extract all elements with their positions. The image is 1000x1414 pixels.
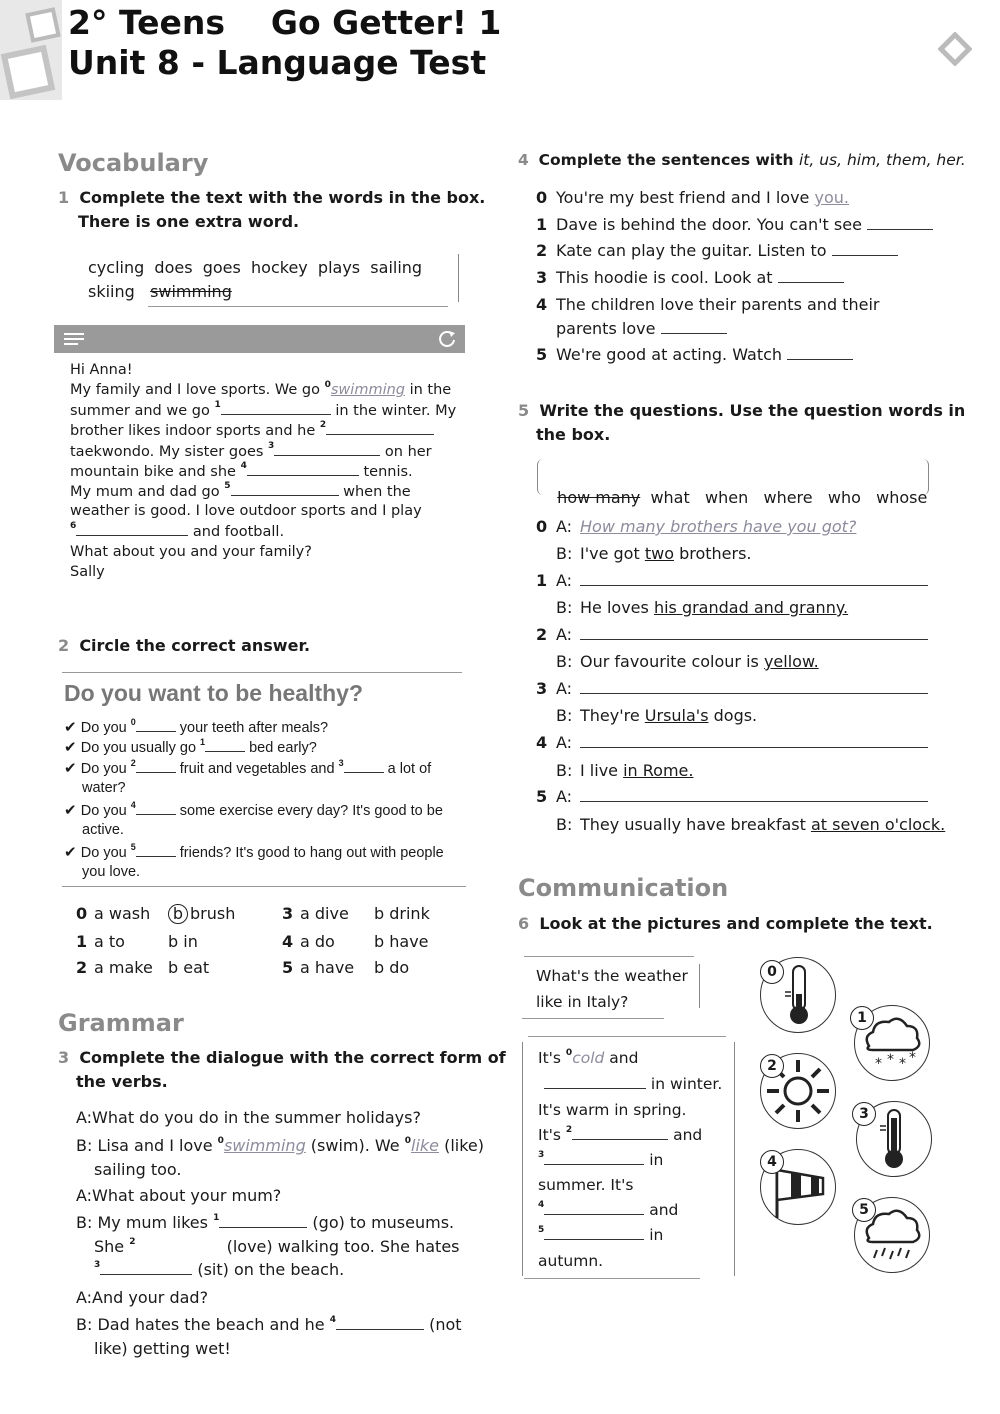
ex3-instruction-line2: the verbs. [76,1072,168,1091]
question-text: a lot of [383,761,432,777]
ex4-sentence-0 [536,188,849,208]
example-answer-2: like [411,1136,439,1155]
ex2-instruction-text: Circle the correct answer. [79,636,311,655]
weather-text-1 [538,1048,638,1068]
gap-3-input[interactable] [274,441,380,456]
gap-number-4: 4 [538,1200,545,1210]
question-box-bottom [522,1018,664,1019]
dialogue-line-3: sailing too. [94,1160,182,1179]
ex5-answer-3 [556,706,757,726]
option-row-4 [282,932,429,952]
sentence-text: Dave is behind the door. You can't see [556,215,867,234]
letter-line-1: Hi Anna! [70,362,133,378]
answer-text: I've got [580,544,645,563]
svg-text:*: * [899,1056,906,1072]
ex5-question-2 [536,625,928,645]
verb-gap-2-input[interactable] [136,1237,222,1252]
letter-text: tennis. [358,464,413,480]
weather-text-5 [538,1150,663,1170]
letter-line-4 [70,420,434,441]
letter-text: My family and I love sports. We go [70,382,325,398]
option-a[interactable]: a do [300,932,335,951]
option-a[interactable]: a have [300,958,355,977]
option-a[interactable]: a dive [300,904,349,923]
option-number: 2 [76,958,88,977]
option-row-2 [76,958,209,978]
ex1-instruction-line1: Complete the text with the words in the box. [79,188,486,207]
option-number: 0 [76,904,88,923]
speaker-a: A: [556,787,573,806]
gap-number: 4 [130,800,136,810]
question-text: friends? It's good to hang out with people [175,845,444,861]
gap-number-6: 6 [70,521,77,531]
gap-number-0: 0 [324,380,331,390]
letter-line-10: What about you and your family? [70,544,312,560]
word-box-line1: cycling does goes hockey plays sailing [88,258,423,277]
svg-text:*: * [909,1050,916,1066]
gap-input[interactable] [136,842,176,857]
question-text: Do you [80,761,131,777]
speaker-b: B: [556,544,573,563]
dialogue-text: (not [424,1315,462,1334]
ex3-instruction-line1: Complete the dialogue with the correct form of [79,1048,506,1067]
pronoun-input[interactable] [778,268,844,283]
ex5-instruction-line2: the box. [536,425,611,444]
pronoun-input[interactable] [867,215,933,230]
ex5-question-0 [536,517,856,537]
example-answer: swimming [330,382,405,398]
answer-text: They usually have breakfast [580,815,811,834]
ex4-sentence-1 [536,215,933,235]
gap-number-0: 0 [565,1048,573,1058]
sentence-number: 5 [536,345,548,364]
question-input[interactable] [580,787,928,802]
dialogue-text: B: Dad hates the beach and he [76,1315,330,1334]
letter-line-5 [70,441,432,462]
letter-line-7 [70,481,411,502]
gap-number: 0 [130,717,136,727]
ex5-answer-1 [556,598,848,618]
health-question-3 [64,800,443,821]
gap-number: 1 [200,737,206,747]
question-box-right [699,964,700,1008]
weather-text-4 [538,1125,702,1145]
health-question-2-cont: water? [82,780,126,796]
ex5-answer-0 [556,544,752,564]
title-line-1: 2° Teens Go Getter! 1 [68,3,502,42]
answer-box-top [528,1036,726,1037]
example-answer: cold [572,1049,605,1067]
gap-input[interactable] [136,758,176,773]
speaker-a: A: [556,679,573,698]
pronoun-input[interactable] [832,241,898,256]
gap-number-3: 3 [268,441,275,451]
example-answer: you. [814,188,849,207]
letter-text: when the [338,484,411,500]
article-bottom-rule [62,886,466,887]
gap-2-input[interactable] [326,420,434,435]
gap-number-4: 4 [329,1315,336,1325]
question-box-top [524,956,694,957]
gap-number: 2 [130,758,136,768]
question-text: Do you [80,845,131,861]
example-question: How many brothers have you got? [580,517,857,536]
letter-line-8: weather is good. I love outdoor sports and I play [70,503,422,519]
dialogue-line-2 [76,1136,484,1156]
dialogue-line-6 [94,1237,460,1257]
dialogue-line-1: A:What do you do in the summer holidays? [76,1108,421,1127]
verb-gap-3-input[interactable] [100,1260,192,1275]
svg-text:*: * [875,1056,882,1072]
weather-text: and [668,1126,703,1144]
refresh-icon [438,330,456,348]
speaker-a: A: [556,571,573,590]
health-question-3-cont: active. [82,822,124,838]
answer-text: Our favourite colour is [580,652,764,671]
gap-number-2: 2 [319,420,327,430]
corner-shapes-icon [0,0,62,100]
dialogue-text: (love) walking too. She hates [221,1237,460,1256]
dialogue-text: (go) to museums. [307,1213,455,1232]
ex4-sentence-4-cont [556,319,727,339]
gap-4-input[interactable] [247,461,359,476]
ex5-question-1 [536,571,928,591]
word-skiing: skiing [88,282,135,301]
question-input[interactable] [580,625,928,640]
circled-letter: b [168,904,188,924]
question-text: some exercise every day? It's good to be [175,803,443,819]
checkmark-icon: ✔ [64,719,81,736]
ex6-instruction [518,914,933,934]
health-question-0 [64,717,328,738]
gap-number: 5 [130,842,136,852]
question-number: 4 [536,733,548,752]
speaker-b: B: [556,761,573,780]
ex5-answer-5 [556,815,945,835]
weather-text-2 [544,1074,722,1094]
letter-line-9 [70,521,284,542]
ex2-number: 2 [58,636,70,655]
letter-line-3 [70,400,456,421]
answer-text: dogs. [708,706,758,725]
option-a[interactable]: a wash [94,904,151,923]
article-top-rule [62,672,462,673]
word-swimming: swimming [150,282,232,301]
health-question-4 [64,842,444,863]
option-b[interactable]: b do [374,958,410,977]
picture-number-0: 0 [760,960,784,984]
picture-number-1: 1 [850,1006,874,1030]
gap-input[interactable] [136,717,176,732]
dialogue-line-5 [76,1213,454,1233]
sentence-number: 1 [536,215,548,234]
ex1-number: 1 [58,188,70,207]
dialogue-text: B: My mum likes [76,1213,214,1232]
gap-5-input[interactable] [231,481,339,496]
weather-text: and [604,1049,639,1067]
weather-text: in [644,1226,664,1244]
article-title: Do you want to be healthy? [64,680,364,706]
letter-line-6 [70,461,413,482]
gap-number-3: 3 [94,1260,101,1270]
sentence-number: 0 [536,188,548,207]
ex6-number: 6 [518,914,530,933]
weather-text-3: It's warm in spring. [538,1101,687,1119]
answer-underlined: his grandad and granny. [653,598,849,617]
question-number: 3 [536,679,548,698]
ex5-question-5 [536,787,928,807]
question-words [547,468,927,508]
weather-gap-4-input[interactable] [544,1200,644,1215]
option-b[interactable]: b in [168,932,198,951]
gap-input[interactable] [344,758,384,773]
question-number: 0 [536,517,548,536]
answer-box-bottom [524,1278,700,1279]
weather-text: in [644,1151,664,1169]
ex5-answer-2 [556,652,819,672]
letter-text: in the winter. My [330,403,457,419]
question-input[interactable] [580,733,928,748]
answer-underlined: in Rome. [623,761,694,780]
answer-text: I live [580,761,624,780]
dialogue-line-4: A:What about your mum? [76,1186,282,1205]
picture-number-3: 3 [852,1102,876,1126]
health-question-1 [64,737,317,758]
word-how-many: how many [557,488,641,507]
option-a[interactable]: a to [94,932,125,951]
weather-text: in winter. [646,1075,723,1093]
ex5-question-3 [536,679,928,699]
sentence-text: parents love [556,319,661,338]
speaker-a: A: [556,733,573,752]
letter-text: and football. [188,524,285,540]
gap-number-3: 3 [538,1150,545,1160]
dialogue-text: (sit) on the beach. [192,1260,345,1279]
weather-text: It's [538,1126,566,1144]
picture-number-5: 5 [852,1198,876,1222]
answer-box-left [522,1042,523,1276]
gap-number-2: 2 [565,1125,573,1135]
weather-text-9: autumn. [538,1252,604,1270]
question-text: Do you [80,803,131,819]
ex4-sentence-5 [536,345,853,365]
option-row-1 [76,932,198,952]
dialogue-line-9 [76,1315,462,1335]
question-number: 5 [536,787,548,806]
pronoun-input[interactable] [661,319,727,334]
ex6-instruction-text: Look at the pictures and complete the text. [539,914,933,933]
ex3-number: 3 [58,1048,70,1067]
question-input[interactable] [580,571,928,586]
title-line-2: Unit 8 - Language Test [68,43,487,82]
sentence-text: This hoodie is cool. Look at [556,268,778,287]
ex1-instruction [58,188,485,208]
question-text: fruit and vegetables and [175,761,339,777]
picture-number-4: 4 [760,1150,784,1174]
speaker-b: B: [556,706,573,725]
ex5-question-4 [536,733,928,753]
option-row-5 [282,958,409,978]
option-row-3 [282,904,430,924]
question-number: 1 [536,571,548,590]
sentence-number: 3 [536,268,548,287]
pronoun-input[interactable] [787,345,853,360]
ex3-instruction [58,1048,506,1068]
ex4-sentence-3 [536,268,844,288]
example-answer-1: swimming [223,1136,306,1155]
ex2-instruction [58,636,310,656]
health-question-4-cont: you love. [82,864,141,880]
checkmark-icon: ✔ [64,802,81,819]
option-b[interactable]: b eat [168,958,210,977]
option-b-circled[interactable] [168,904,235,923]
sentence-text: We're good at acting. Watch [556,345,788,364]
word-box-line2 [88,282,232,302]
weather-gap-2-input[interactable] [572,1125,668,1140]
vocabulary-heading: Vocabulary [58,149,209,177]
ex1-instruction-line2: There is one extra word. [78,212,300,231]
letter-text: brother likes indoor sports and he [70,423,320,439]
letter-line-2 [70,380,451,400]
word-box-border [458,254,459,302]
checkmark-icon: ✔ [64,844,81,861]
sentence-text: Kate can play the guitar. Listen to [556,241,832,260]
letter-text: in the [405,382,452,398]
option-b-text: brush [190,904,236,923]
other-question-words: what when where who whose [640,488,928,507]
checkmark-icon: ✔ [64,760,81,777]
answer-text: They're [580,706,645,725]
option-b[interactable]: b have [374,932,429,951]
menu-icon [64,331,84,347]
letter-text: taekwondo. My sister goes [70,444,269,460]
letter-text: mountain bike and she [70,464,241,480]
answer-text: He loves [580,598,654,617]
verb-gap-4-input[interactable] [336,1315,424,1330]
weather-text-6: summer. It's [538,1176,634,1194]
gap-number: 3 [338,758,344,768]
speaker-a: A: [556,625,573,644]
weather-text: It's [538,1049,566,1067]
letter-text: My mum and dad go [70,484,225,500]
speaker-a: A: [556,517,573,536]
communication-heading: Communication [518,874,729,902]
gap-number-1: 1 [213,1213,220,1223]
option-number: 1 [76,932,88,951]
ex4-sentence-2 [536,241,898,261]
weather-gap-5-input[interactable] [544,1225,644,1240]
letter-line-11: Sally [70,564,105,580]
gap-number-0b: 0 [404,1136,411,1146]
answer-underlined: two [644,544,674,563]
dialogue-line-8: A:And your dad? [76,1288,209,1307]
checkmark-icon: ✔ [64,739,81,756]
option-row-0 [76,904,235,924]
sentence-text: The children love their parents and their [556,295,880,314]
weather-question-line2: like in Italy? [536,993,629,1011]
gap-number-1: 1 [214,400,221,410]
question-text: bed early? [245,740,317,756]
option-number: 5 [282,958,294,977]
question-text: your teeth after meals? [175,720,329,736]
option-number: 4 [282,932,294,951]
grammar-heading: Grammar [58,1009,184,1037]
gap-number-0: 0 [217,1136,224,1146]
speaker-b: B: [556,652,573,671]
dialogue-text: B: Lisa and I love [76,1136,218,1155]
option-number: 3 [282,904,294,923]
gap-1-input[interactable] [221,400,331,415]
dialogue-line-10: like) getting wet! [94,1339,231,1358]
weather-text: and [644,1201,679,1219]
ex5-instruction [518,401,965,421]
gap-input[interactable] [205,737,245,752]
gap-number-2: 2 [129,1237,136,1247]
weather-text-8 [538,1225,663,1245]
dialogue-text: (swim). We [305,1136,405,1155]
speaker-b: B: [556,598,573,617]
word-box-bottom [148,306,448,307]
speaker-b: B: [556,815,573,834]
answer-underlined: yellow. [763,652,819,671]
svg-text:*: * [887,1052,894,1068]
option-a[interactable]: a make [94,958,153,977]
answer-underlined: Ursula's [644,706,709,725]
question-text: Do you usually go [80,740,201,756]
weather-gap-3-input[interactable] [544,1150,644,1165]
dialogue-line-7 [94,1260,344,1280]
weather-gap-1-input[interactable] [544,1074,646,1089]
picture-number-2: 2 [760,1054,784,1078]
letter-text: summer and we go [70,403,215,419]
diamond-icon [938,32,972,66]
letter-text: on her [380,444,432,460]
ex4-instruction-text: Complete the sentences with [538,151,799,169]
message-bar [54,325,465,353]
corner-decoration [0,0,62,100]
dialogue-text: (like) [439,1136,484,1155]
ex5-answer-4 [556,761,693,781]
gap-number-5: 5 [538,1225,545,1235]
sentence-number: 4 [536,295,548,314]
ex4-number: 4 [518,151,529,169]
verb-gap-1-input[interactable] [219,1213,307,1228]
gap-6-input[interactable] [76,521,188,536]
question-number: 2 [536,625,548,644]
gap-input[interactable] [136,800,176,815]
gap-number-4: 4 [240,461,247,471]
ex4-pronouns: it, us, him, them, her. [798,151,966,169]
answer-text: brothers. [673,544,752,563]
question-text: Do you [80,720,131,736]
weather-question-line1: What's the weather [536,967,688,985]
dialogue-text: She [94,1237,130,1256]
sentence-number: 2 [536,241,548,260]
question-input[interactable] [580,679,928,694]
ex4-instruction [518,150,966,170]
ex5-instruction-line1: Write the questions. Use the question words in [539,401,966,420]
answer-underlined: at seven o'clock. [810,815,946,834]
ex5-number: 5 [518,401,530,420]
gap-number-5: 5 [224,481,231,491]
weather-text-7 [538,1200,678,1220]
ex4-sentence-4 [536,295,879,315]
health-question-2 [64,758,431,779]
sentence-text: You're my best friend and I love [556,188,815,207]
answer-box-right [734,1042,735,1276]
option-b[interactable]: b drink [374,904,430,923]
